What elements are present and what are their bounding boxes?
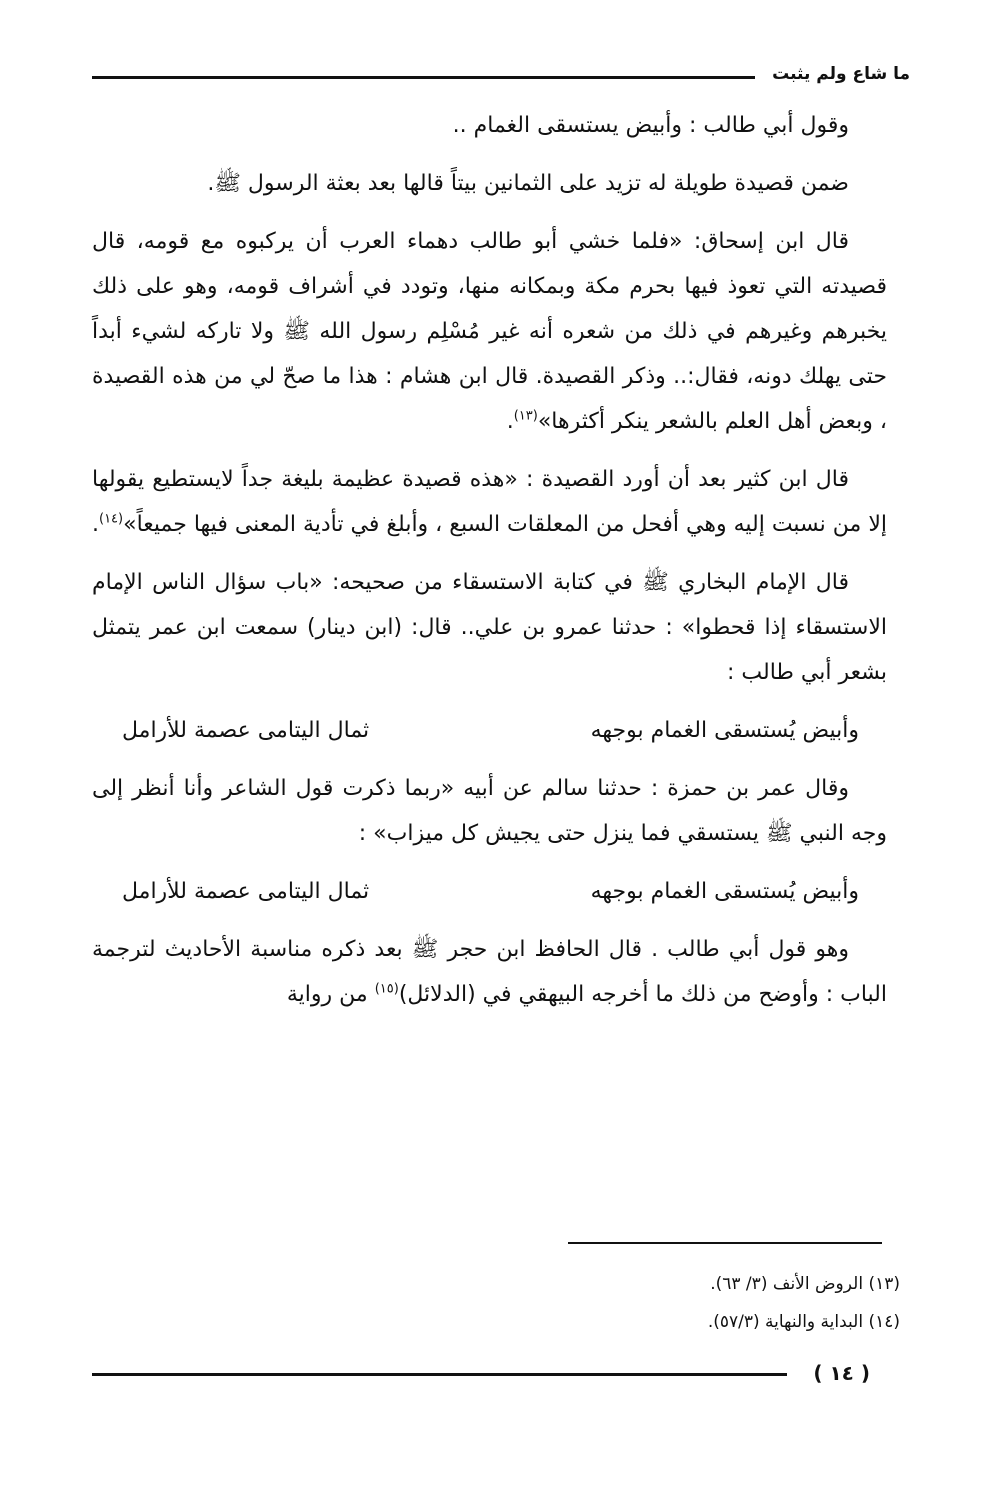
verse-2-second-hemistich: ثمال اليتامى عصمة للأرامل [122, 879, 370, 904]
paragraph-7-end: من رواية [286, 982, 368, 1007]
verse-line-2 [92, 869, 887, 914]
footnotes [708, 1265, 900, 1341]
footnote-13: (١٣) الروض الأنف (٣/ ٦٣). [710, 1274, 900, 1294]
paragraph-7-text: وهو قول أبي طالب . قال الحافظ ابن حجر ﷺ بعد ذكره مناسبة الأحاديث لترجمة الباب : وأوضح من ذلك ما أخرجه البيهقي في (الدلائل) [92, 937, 887, 1007]
paragraph-4: قال ابن كثير بعد أن أورد القصيدة : «هذه قصيدة عظيمة بليغة جداً لايستطيع يقولها إلا من نسبت إليه وهي أفحل من المعلقات السبع ، وأبلغ في تأدية المعنى فيها جميعاً»$^{(١٤)}$. [91, 467, 887, 537]
verse-1-first-hemistich: وأبيض يُستسقى الغمام بوجهه [590, 718, 859, 743]
verse-line-1 [92, 708, 887, 753]
paragraph-3: قال ابن إسحاق: «فلما خشي أبو طالب دهماء العرب أن يركبوه مع قومه، قال قصيدته التي تعوذ فيها بحرم مكة وبمكانه منها، وتودد في أشراف قومه، وهو على ذلك يخبرهم وغيرهم في ذلك من شعره أنه غير مُسْلِم رسول الله ﷺ ولا تاركه لشيء أبداً حتى يهلك دونه، فقال:.. وذكر القصيدة. قال ابن هشام : هذا ما صحّ لي من هذه القصيدة ، وبعض أهل العلم بالشعر ينكر أكثرها»$^{(١٣)}$. [92, 229, 887, 434]
footnote-14: (١٤) البداية والنهاية (٥٧/٣). [707, 1312, 900, 1332]
verse-2-first-hemistich: وأبيض يُستسقى الغمام بوجهه [590, 879, 859, 904]
footnote-ref-15: (١٥) [374, 981, 399, 997]
page-number: ( ١٤ ) [813, 1361, 870, 1385]
header-rule [92, 76, 755, 79]
paragraph-1: وقول أبي طالب : وأبيض يستسقى الغمام .. [452, 113, 849, 138]
paragraph-4-text: قال ابن كثير بعد أن أورد القصيدة : «هذه قصيدة عظيمة بليغة جداً لايستطيع يقولها إلا من نسبت إليه وهي أفحل من المعلقات السبع ، وأبلغ في تأدية المعنى فيها جميعاً» [92, 467, 887, 537]
verse-1-second-hemistich: ثمال اليتامى عصمة للأرامل [122, 718, 370, 743]
paragraph-6: وقال عمر بن حمزة : حدثنا سالم عن أبيه «ربما ذكرت قول الشاعر وأنا أنظر إلى وجه النبي ﷺ يستسقي فما ينزل حتى يجيش كل ميزاب» : [92, 776, 887, 846]
paragraph-7 [92, 927, 887, 1017]
paragraph-2: ضمن قصيدة طويلة له تزيد على الثمانين بيتاً قالها بعد بعثة الرسول ﷺ. [207, 171, 849, 196]
running-header-title: ما شاع ولم يثبت [772, 64, 910, 84]
footnote-ref-13: (١٣) [513, 408, 538, 424]
footnote-separator [568, 1242, 882, 1244]
footnote-ref-14: (١٤) [98, 511, 124, 527]
paragraph-3-text: قال ابن إسحاق: «فلما خشي أبو طالب دهماء العرب أن يركبوه مع قومه، قال قصيدته التي تعوذ فيها بحرم مكة وبمكانه منها، وتودد في أشراف قومه، وهو على ذلك يخبرهم وغيرهم في ذلك من شعره أنه غير مُسْلِم رسول الله ﷺ ولا تاركه لشيء أبداً حتى يهلك دونه، فقال:.. وذكر القصيدة. قال ابن هشام : هذا ما صحّ لي من هذه القصيدة ، وبعض أهل العلم بالشعر ينكر أكثرها» [92, 229, 887, 434]
body-text [92, 103, 887, 1030]
footer-rule [92, 1373, 787, 1376]
paragraph-5: قال الإمام البخاري ﷺ في كتابة الاستسقاء من صحيحه: «باب سؤال الناس الإمام الاستسقاء إذا قحطوا» : حدثنا عمرو بن علي.. قال: (ابن دينار) سمعت ابن عمر يتمثل بشعر أبي طالب : [92, 570, 887, 685]
